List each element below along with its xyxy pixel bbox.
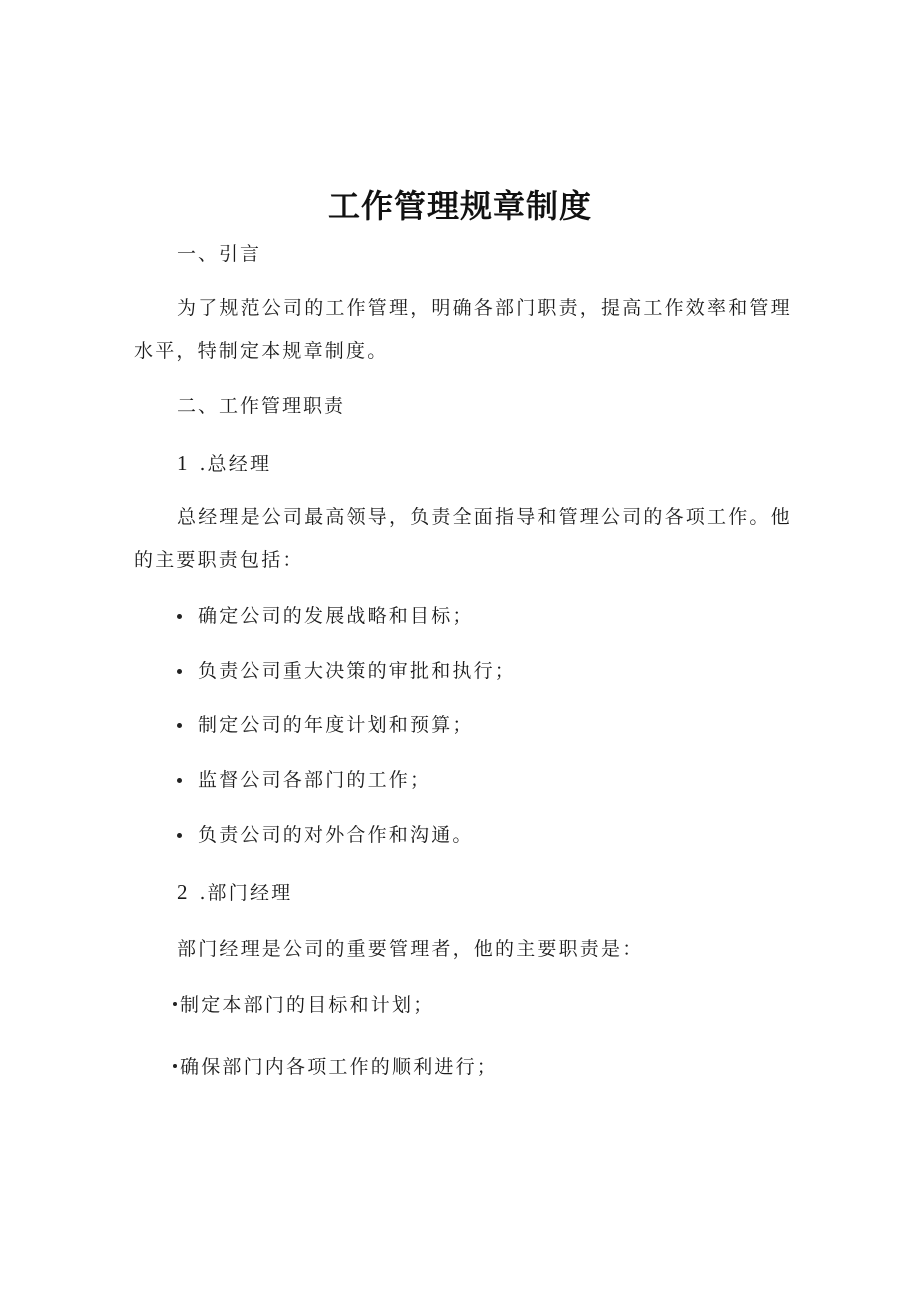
- bullet-dot: [177, 614, 182, 619]
- bullet-dot: [177, 669, 182, 674]
- subheading-general-manager: [177, 450, 271, 477]
- list-item-dm-2: [173, 1054, 498, 1080]
- subheading-label: 总经理: [207, 453, 272, 475]
- paragraph-intro-line-1: 为了规范公司的工作管理，明确各部门职责，提高工作效率和管理: [177, 297, 792, 319]
- paragraph-intro-line-2: 水平，特制定本规章制度。: [134, 340, 389, 362]
- subheading-dot: .: [199, 453, 206, 475]
- document-title: 工作管理规章制度: [327, 187, 592, 225]
- subheading-number: 1: [177, 451, 188, 475]
- section-heading-responsibilities: 二、工作管理职责: [177, 395, 346, 417]
- list-item-gm-1: 确定公司的发展战略和目标；: [198, 605, 474, 627]
- paragraph-gm-line-1: 总经理是公司最高领导，负责全面指导和管理公司的各项工作。他: [177, 506, 792, 528]
- bullet-dot: [177, 778, 182, 783]
- list-item-dm-1: [173, 992, 434, 1018]
- subheading-dot: .: [199, 882, 206, 904]
- list-item-gm-5: 负责公司的对外合作和沟通。: [198, 824, 474, 846]
- subheading-department-manager: [177, 879, 292, 906]
- list-item-text: 确保部门内各项工作的顺利进行；: [180, 1056, 499, 1078]
- list-item-text: 制定本部门的目标和计划；: [180, 994, 435, 1016]
- bullet-dot: [177, 723, 182, 728]
- subheading-number: 2: [177, 880, 188, 904]
- list-item-gm-3: 制定公司的年度计划和预算；: [198, 714, 474, 736]
- paragraph-gm-line-2: 的主要职责包括：: [134, 549, 304, 571]
- paragraph-dm-line-1: 部门经理是公司的重要管理者，他的主要职责是：: [177, 938, 644, 960]
- subheading-label: 部门经理: [207, 882, 293, 904]
- section-heading-intro: 一、引言: [177, 243, 262, 265]
- bullet-dot: [173, 1064, 177, 1068]
- list-item-gm-4: 监督公司各部门的工作；: [198, 769, 432, 791]
- list-item-gm-2: 负责公司重大决策的审批和执行；: [198, 660, 517, 682]
- bullet-dot: [177, 833, 182, 838]
- bullet-dot: [173, 1002, 177, 1006]
